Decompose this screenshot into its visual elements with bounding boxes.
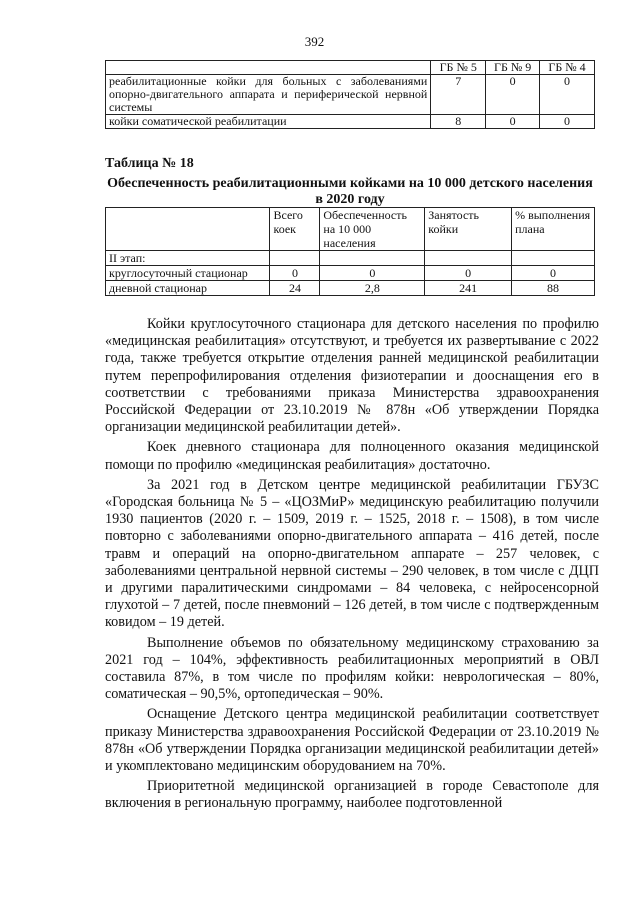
row-label: круглосуточный стационар bbox=[106, 266, 270, 281]
table-cell: 0 bbox=[486, 115, 540, 129]
header-cell bbox=[106, 61, 431, 75]
row-label: койки соматической реабилитации bbox=[106, 115, 431, 129]
header-cell: ГБ № 5 bbox=[431, 61, 486, 75]
paragraph: Приоритетной медицинской организацией в городе Севастополе для включения в региональную программу, наиболее подготовленной bbox=[105, 778, 599, 812]
table-row bbox=[106, 251, 595, 266]
table-header-row bbox=[106, 208, 595, 251]
table-cell: 241 bbox=[425, 281, 512, 296]
table-header-row bbox=[106, 61, 595, 75]
paragraph: Оснащение Детского центра медицинской реабилитации соответствует приказу Министерства здравоохранения Российской Федерации от 23.10.2019 № 878н «Об утверждении Порядка организации медицинской реабилитации детей» и укомплектовано медицинским оборудованием на 70%. bbox=[105, 706, 599, 775]
table-cell: 0 bbox=[512, 266, 595, 281]
table-cell bbox=[512, 251, 595, 266]
table-cell: 0 bbox=[425, 266, 512, 281]
header-cell bbox=[106, 208, 270, 251]
table-cell bbox=[425, 251, 512, 266]
header-cell: ГБ № 9 bbox=[486, 61, 540, 75]
table-cell: 2,8 bbox=[320, 281, 425, 296]
table-row bbox=[106, 266, 595, 281]
row-label: реабилитационные койки для больных с заболеваниями опорно-двигательного аппарата и периферической нервной системы bbox=[106, 75, 431, 115]
stage-label: II этап: bbox=[106, 251, 270, 266]
table-cell: 0 bbox=[486, 75, 540, 115]
table-row bbox=[106, 115, 595, 129]
beds-by-hospital-table bbox=[105, 60, 595, 129]
table-cell: 24 bbox=[270, 281, 320, 296]
table-cell bbox=[320, 251, 425, 266]
table-row bbox=[106, 281, 595, 296]
paragraph: За 2021 год в Детском центре медицинской реабилитации ГБУЗС «Городская больница № 5 – «ЦОЗМиР» медицинскую реабилитацию получили 1930 пациентов (2020 г. – 1509, 2019 г. – 1525, 2018 г. – 1508), в том числе повторно с заболеваниями опорно-двигательного аппарата – 416 детей, после травм и операций на опорно-двигательном аппарате – 257 человек, с заболеваниями центральной нервной системы – 290 человек, в том числе с ДЦП и другими паралитическими синдромами – 84 человека, с нейросенсорной глухотой – 7 детей, после пневмоний – 126 детей, в том числе с подтвержденным ковидом – 19 детей. bbox=[105, 476, 599, 631]
table-caption: Таблица № 18 bbox=[105, 156, 194, 171]
table-cell: 0 bbox=[270, 266, 320, 281]
rehab-beds-table bbox=[105, 207, 595, 296]
table-row bbox=[106, 75, 595, 115]
table-title: Обеспеченность реабилитационными койками на 10 000 детского населения в 2020 году bbox=[107, 176, 593, 207]
table-cell bbox=[270, 251, 320, 266]
paragraph: Койки круглосуточного стационара для детского населения по профилю «медицинская реабилитация» отсутствуют, и требуется их развертывание с 2022 года, также требуется открытие отделения ранней медицинской реабилитации путем перепрофилирования отделения физиотерапии и дооснащения его в соответствии с требованиями приказа Министерства здравоохранения Российской Федерации от 23.10.2019 № 878н «Об утверждении Порядка организации медицинской реабилитации детей». bbox=[105, 316, 599, 436]
table-cell: 0 bbox=[540, 75, 595, 115]
table-cell: 7 bbox=[431, 75, 486, 115]
header-cell: Всего коек bbox=[270, 208, 320, 251]
row-label: дневной стационар bbox=[106, 281, 270, 296]
table-cell: 88 bbox=[512, 281, 595, 296]
header-cell: Обеспеченность на 10 000 населения bbox=[320, 208, 425, 251]
page-number: 392 bbox=[304, 34, 325, 49]
paragraph: Коек дневного стационара для полноценного оказания медицинской помощи по профилю «медицинская реабилитация» достаточно. bbox=[105, 439, 599, 473]
body-text bbox=[105, 316, 599, 816]
paragraph: Выполнение объемов по обязательному медицинскому страхованию за 2021 год – 104%, эффективность реабилитационных мероприятий в ОВЛ составила 87%, в том числе по профилям койки: неврологическая – 80%, соматическая – 90,5%, ортопедическая – 90%. bbox=[105, 634, 599, 703]
table-cell: 0 bbox=[320, 266, 425, 281]
header-cell: % выполнения плана bbox=[512, 208, 595, 251]
header-cell: Занятость койки bbox=[425, 208, 512, 251]
table-cell: 0 bbox=[540, 115, 595, 129]
table-cell: 8 bbox=[431, 115, 486, 129]
header-cell: ГБ № 4 bbox=[540, 61, 595, 75]
